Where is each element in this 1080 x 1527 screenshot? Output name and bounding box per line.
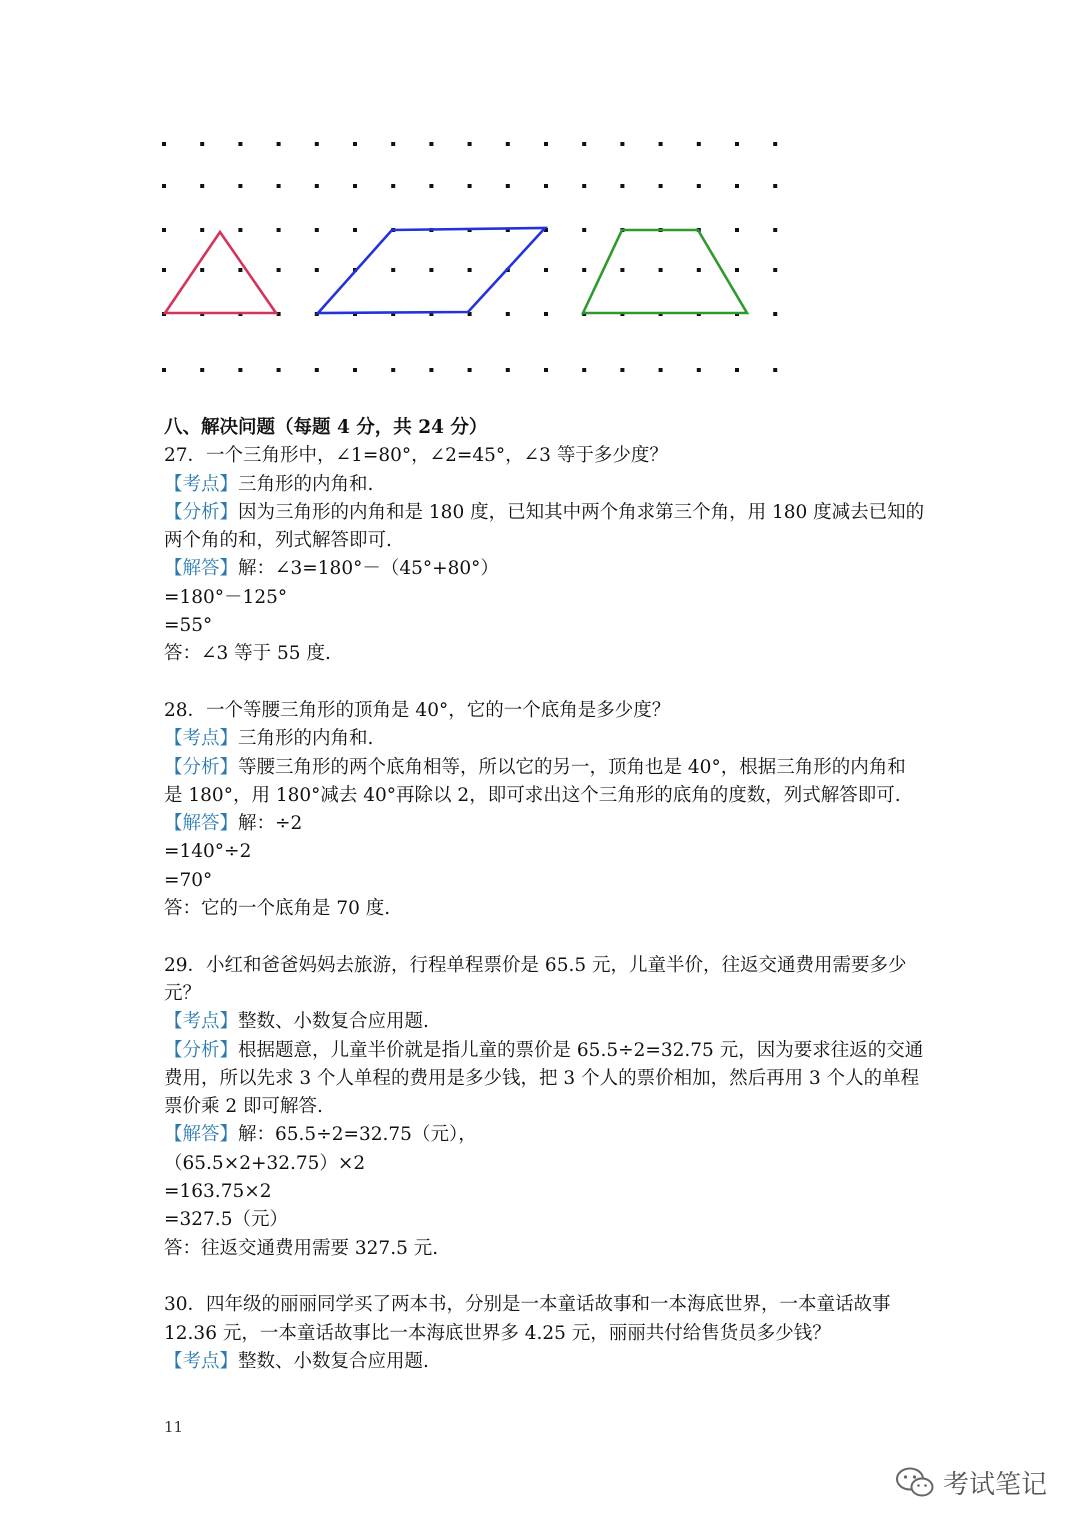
grid-dot bbox=[773, 268, 777, 272]
text-line: =163.75×2 bbox=[164, 1181, 272, 1203]
section-heading: 八、解决问题（每题 4 分，共 24 分） bbox=[164, 417, 488, 438]
grid-dot bbox=[162, 228, 166, 232]
grid-dot bbox=[735, 184, 739, 188]
triangle-shape bbox=[165, 232, 276, 313]
text-line bbox=[164, 1121, 924, 1149]
grid-dot bbox=[697, 184, 701, 188]
text-line: 28．一个等腰三角形的顶角是 40°，它的一个底角是多少度？ bbox=[164, 699, 671, 721]
watermark bbox=[895, 1462, 1047, 1502]
watermark-text: 考试笔记 bbox=[943, 1469, 1048, 1500]
blank-line bbox=[164, 923, 924, 951]
grid-dot bbox=[659, 184, 663, 188]
grid-dot bbox=[429, 184, 433, 188]
text-line bbox=[164, 555, 924, 583]
grid-dot bbox=[582, 228, 586, 232]
text-line: =70° bbox=[164, 869, 213, 891]
grid-dot bbox=[200, 184, 204, 188]
grid-dot bbox=[735, 268, 739, 272]
text-line: =327.5（元） bbox=[164, 1209, 288, 1231]
grid-dot bbox=[353, 368, 357, 372]
grid-dot bbox=[277, 268, 281, 272]
grid-dot bbox=[200, 268, 204, 272]
grid-dot bbox=[315, 142, 319, 146]
text-line bbox=[164, 499, 924, 527]
grid-dot bbox=[697, 142, 701, 146]
grid-dot bbox=[429, 142, 433, 146]
grid-dot bbox=[277, 368, 281, 372]
grid-dot bbox=[391, 368, 395, 372]
grid-dot bbox=[238, 268, 242, 272]
text-line bbox=[164, 754, 924, 782]
grid-dot bbox=[773, 312, 777, 316]
line-text: 等腰三角形的两个底角相等，所以它的另一，顶角也是 40°，根据三角形的内角和 bbox=[238, 756, 906, 778]
text-line: 两个角的和，列式解答即可. bbox=[164, 530, 392, 552]
grid-dot bbox=[544, 268, 548, 272]
grid-dot bbox=[544, 184, 548, 188]
grid-dot bbox=[238, 368, 242, 372]
grid-dot bbox=[238, 142, 242, 146]
grid-dot bbox=[506, 184, 510, 188]
grid-dot bbox=[315, 268, 319, 272]
grid-dot bbox=[773, 184, 777, 188]
grid-dot bbox=[200, 368, 204, 372]
line-text: 三角形的内角和. bbox=[238, 728, 374, 750]
grid-dot bbox=[277, 142, 281, 146]
text-line bbox=[164, 471, 924, 499]
grid-dot bbox=[697, 368, 701, 372]
label-tag: 【解答】 bbox=[164, 558, 239, 580]
grid-dot bbox=[620, 268, 624, 272]
grid-dot bbox=[659, 142, 663, 146]
grid-dot bbox=[391, 184, 395, 188]
label-tag: 【分析】 bbox=[164, 1039, 239, 1061]
document-body bbox=[164, 414, 924, 1376]
dot-grid-figure bbox=[0, 0, 1080, 400]
page-number: 11 bbox=[164, 1418, 184, 1436]
label-tag: 【考点】 bbox=[164, 473, 239, 495]
text-line bbox=[164, 1037, 924, 1065]
label-tag: 【解答】 bbox=[164, 1124, 239, 1146]
line-text: 根据题意，儿童半价就是指儿童的票价是 65.5÷2=32.75 元，因为要求往返的交通 bbox=[238, 1039, 924, 1061]
grid-dot bbox=[544, 142, 548, 146]
grid-dot bbox=[429, 368, 433, 372]
grid-dot bbox=[315, 228, 319, 232]
grid-dot bbox=[582, 368, 586, 372]
text-line bbox=[164, 1008, 924, 1036]
text-line bbox=[164, 810, 924, 838]
grid-dot bbox=[659, 268, 663, 272]
grid-dot bbox=[200, 142, 204, 146]
text-line: =140°÷2 bbox=[164, 841, 252, 863]
text-line: 是 180°，用 180°减去 40°再除以 2，即可求出这个三角形的底角的度数，列式解答即可. bbox=[164, 784, 901, 806]
label-tag: 【考点】 bbox=[164, 1011, 239, 1033]
grid-dot bbox=[238, 228, 242, 232]
grid-dot bbox=[315, 184, 319, 188]
trapezoid-shape bbox=[583, 230, 747, 313]
text-line: =55° bbox=[164, 615, 213, 637]
grid-dot bbox=[162, 268, 166, 272]
line-text: 整数、小数复合应用题. bbox=[238, 1350, 429, 1372]
grid-dot bbox=[620, 184, 624, 188]
grid-dot bbox=[353, 184, 357, 188]
grid-dot bbox=[659, 368, 663, 372]
grid-dot bbox=[735, 228, 739, 232]
blank-line bbox=[164, 1263, 924, 1291]
grid-dot bbox=[582, 184, 586, 188]
text-line: 12.36 元，一本童话故事比一本海底世界多 4.25 元，丽丽共付给售货员多少钱？ bbox=[164, 1322, 831, 1344]
grid-dot bbox=[773, 368, 777, 372]
text-line: 答：∠3 等于 55 度. bbox=[164, 643, 331, 665]
grid-dot bbox=[620, 368, 624, 372]
text-line: 30．四年级的丽丽同学买了两本书，分别是一本童话故事和一本海底世界，一本童话故事 bbox=[164, 1294, 891, 1316]
text-line: 29．小红和爸爸妈妈去旅游，行程单程票价是 65.5 元，儿童半价，往返交通费用需要多少 bbox=[164, 954, 907, 976]
grid-dot bbox=[773, 142, 777, 146]
grid-dot bbox=[315, 368, 319, 372]
grid-dot bbox=[162, 184, 166, 188]
grid-dot bbox=[620, 142, 624, 146]
grid-dot bbox=[582, 268, 586, 272]
grid-dot bbox=[468, 142, 472, 146]
line-text: 整数、小数复合应用题. bbox=[238, 1011, 429, 1033]
grid-dot bbox=[277, 228, 281, 232]
grid-dot bbox=[238, 184, 242, 188]
grid-dot bbox=[544, 312, 548, 316]
line-text: 解：∠3=180°－（45°+80°） bbox=[238, 558, 499, 580]
line-text: 因为三角形的内角和是 180 度，已知其中两个角求第三个角，用 180 度减去已知的 bbox=[238, 501, 925, 523]
text-line: （65.5×2+32.75）×2 bbox=[164, 1152, 366, 1174]
label-tag: 【分析】 bbox=[164, 756, 239, 778]
grid-dot bbox=[506, 368, 510, 372]
grid-dot bbox=[544, 368, 548, 372]
grid-dot bbox=[162, 368, 166, 372]
grid-dot bbox=[391, 142, 395, 146]
grid-dot bbox=[735, 368, 739, 372]
text-line: =180°－125° bbox=[164, 586, 288, 608]
text-line: 27．一个三角形中，∠1=80°，∠2=45°，∠3 等于多少度？ bbox=[164, 445, 668, 467]
grid-dot bbox=[277, 184, 281, 188]
grid-dot bbox=[353, 228, 357, 232]
grid-dot bbox=[429, 268, 433, 272]
text-line: 元？ bbox=[164, 982, 202, 1004]
text-line: 答：它的一个底角是 70 度. bbox=[164, 898, 391, 920]
blank-line bbox=[164, 669, 924, 697]
text-line bbox=[164, 725, 924, 753]
grid-dot bbox=[506, 312, 510, 316]
line-text: 解：65.5÷2=32.75（元）， bbox=[238, 1124, 477, 1146]
grid-dot bbox=[200, 228, 204, 232]
label-tag: 【考点】 bbox=[164, 728, 239, 750]
label-tag: 【分析】 bbox=[164, 501, 239, 523]
grid-dot bbox=[391, 268, 395, 272]
grid-dot bbox=[582, 142, 586, 146]
grid-dot bbox=[468, 268, 472, 272]
label-tag: 【考点】 bbox=[164, 1350, 239, 1372]
text-line: 票价乘 2 即可解答. bbox=[164, 1096, 323, 1118]
wechat-icon bbox=[895, 1466, 935, 1498]
grid-dot bbox=[506, 142, 510, 146]
grid-dot bbox=[162, 142, 166, 146]
grid-dot bbox=[468, 368, 472, 372]
grid-dot bbox=[353, 142, 357, 146]
line-text: 解：÷2 bbox=[238, 813, 303, 835]
text-line bbox=[164, 1348, 924, 1376]
grid-dot bbox=[697, 268, 701, 272]
label-tag: 【解答】 bbox=[164, 813, 239, 835]
grid-dot bbox=[735, 142, 739, 146]
text-line: 费用，所以先求 3 个人单程的费用是多少钱，把 3 个人的票价相加，然后再用 3 个人的单程 bbox=[164, 1067, 920, 1089]
line-text: 三角形的内角和. bbox=[238, 473, 374, 495]
grid-dot bbox=[468, 184, 472, 188]
text-line: 答：往返交通费用需要 327.5 元. bbox=[164, 1237, 439, 1259]
grid-dot bbox=[773, 228, 777, 232]
